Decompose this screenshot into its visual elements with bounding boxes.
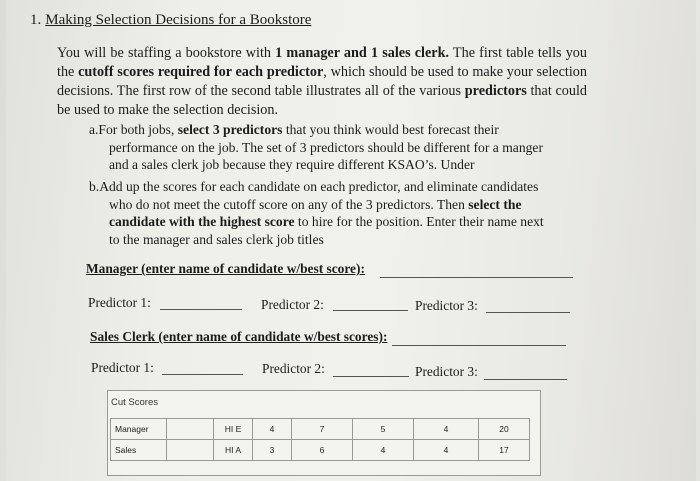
item-a-text-1: a.For both jobs, [89, 122, 178, 137]
table-cell [167, 419, 214, 440]
table-cell: 20 [479, 419, 530, 440]
sales-clerk-name-line[interactable] [392, 345, 566, 346]
intro-bold-1: 1 manager and 1 sales clerk. [275, 45, 450, 61]
item-a-line-2: performance on the job. The set of 3 predictors should be different for a manger [109, 139, 543, 155]
manager-predictor-3-field[interactable] [486, 312, 570, 313]
manager-predictor-1-field[interactable] [160, 309, 242, 310]
manager-predictor-2-label: Predictor 2: [261, 297, 324, 312]
table-cell: 5 [353, 419, 414, 440]
table-cell [167, 440, 214, 461]
table-cell: 4 [414, 419, 479, 440]
table-row [111, 440, 530, 461]
table-cell: 17 [479, 440, 530, 461]
manager-predictor-3-label: Predictor 3: [415, 298, 478, 313]
row-label-manager: Manager [111, 419, 167, 440]
row-label-sales: Sales [111, 440, 167, 461]
manager-heading: Manager (enter name of candidate w/best score): [86, 261, 365, 276]
intro-paragraph [57, 44, 587, 120]
table-cell: 7 [292, 419, 353, 440]
table-cell: 6 [292, 440, 353, 461]
manager-predictor-1-label: Predictor 1: [88, 295, 151, 310]
intro-text-1: You will be staffing a bookstore with [57, 45, 276, 61]
table-cell: HI A [214, 440, 253, 461]
item-b-text-2: to hire for the position. Enter their name next [294, 214, 544, 229]
item-b-bold-2: candidate with the highest score [109, 214, 295, 229]
sales-clerk-heading-colon: : [382, 329, 388, 344]
intro-bold-2: cutoff scores required for each predictor [78, 64, 324, 80]
manager-predictor-2-field[interactable] [333, 310, 408, 311]
sales-predictor-1-field[interactable] [162, 374, 243, 375]
page-title [30, 12, 311, 29]
sales-predictor-2-field[interactable] [333, 376, 409, 377]
manager-name-line[interactable] [380, 277, 573, 278]
instruction-item-b [89, 178, 559, 248]
title-text: Making Selection Decisions for a Bookstore [45, 12, 312, 28]
item-b-line-4: to the manager and sales clerk job titles [109, 231, 324, 247]
instruction-item-a [89, 121, 559, 174]
intro-text-3: , which should be used to make your selection decisions. The first row of the second table illustrates all of the various [57, 64, 587, 99]
sales-predictor-2-label: Predictor 2: [262, 361, 325, 376]
item-b-line-1: b.Add up the scores for each candidate on each predictor, and eliminate candidates [89, 179, 539, 194]
table-cell: 3 [253, 440, 292, 461]
intro-bold-3: predictors [464, 83, 527, 99]
table-cell: HI E [214, 419, 253, 440]
table-cell: 4 [353, 440, 414, 461]
cut-scores-title: Cut Scores [111, 397, 158, 408]
item-b-text-1: who do not meet the cutoff score on any of the 3 predictors. Then [109, 196, 469, 212]
sales-clerk-heading [90, 329, 387, 345]
title-number: 1. [30, 12, 42, 28]
sales-predictor-3-label: Predictor 3: [415, 364, 478, 379]
intro-text-2: The first table tells you the [57, 45, 587, 80]
table-row [111, 419, 530, 440]
cut-scores-table [110, 418, 530, 461]
sales-predictor-1-label: Predictor 1: [91, 360, 154, 375]
sales-clerk-heading-text: Sales Clerk (enter name of candidate w/best scores) [90, 329, 383, 344]
sales-predictor-3-field[interactable] [484, 379, 567, 380]
item-a-bold-1: select 3 predictors [177, 122, 283, 137]
item-a-text-2: that you think would best forecast their [282, 122, 499, 137]
table-cell: 4 [414, 440, 479, 461]
intro-text-4: that could be used to make the selection decision. [57, 83, 587, 118]
item-a-line-3: and a sales clerk job because they require different KSAO’s. Under [109, 157, 475, 172]
table-cell: 4 [253, 419, 292, 440]
item-b-bold-1: select the [468, 196, 522, 212]
